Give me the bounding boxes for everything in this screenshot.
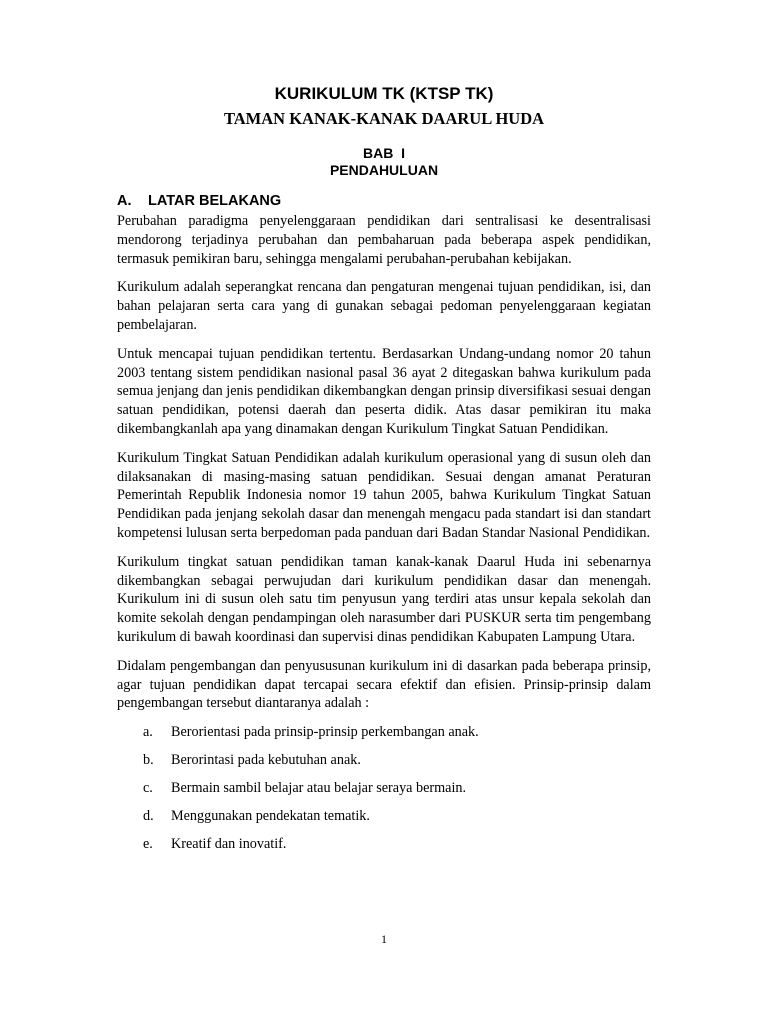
principles-list <box>117 723 651 863</box>
paragraph: Kurikulum tingkat satuan pendidikan taman kanak-kanak Daarul Huda ini sebenarnya dikembangkan sebagai perwujudan dari kurikulum pendidikan dasar dan menengah. Kurikulum ini di susun oleh satu tim penyusun yang terdiri atas unsur kepala sekolah dan komite sekolah dengan pendampingan oleh narasumber dari PUSKUR serta tim pengembang kurikulum di bawah koordinasi dan supervisi dinas pendidikan Kabupaten Lampung Utara. <box>117 553 651 645</box>
document-body <box>117 212 651 863</box>
list-marker: c. <box>143 780 153 797</box>
section-heading <box>117 192 651 210</box>
chapter-label: BAB I <box>363 145 405 161</box>
list-item <box>117 723 651 751</box>
page-number: 1 <box>381 932 387 946</box>
document-page <box>117 0 651 1024</box>
document-subtitle: TAMAN KANAK-KANAK DAARUL HUDA <box>223 109 545 128</box>
paragraph: Didalam pengembangan dan penyususunan kurikulum ini di dasarkan pada beberapa prinsip, agar tujuan pendidikan dapat tercapai secara efektif dan efisien. Prinsip-prinsip dalam pengembangan tersebut diantaranya adalah : <box>117 657 651 712</box>
list-marker: e. <box>143 836 153 853</box>
list-marker: a. <box>143 724 153 741</box>
paragraph: Kurikulum adalah seperangkat rencana dan pengaturan mengenai tujuan pendidikan, isi, dan bahan pelajaran serta cara yang di gunakan sebagai pedoman penyelenggaraan kegiatan pembelajaran. <box>117 279 651 333</box>
paragraph: Kurikulum Tingkat Satuan Pendidikan adalah kurikulum operasional yang di susun oleh dan dilaksanakan di masing-masing satuan pendidikan. Sesuai dengan amanat Peraturan Pemerintah Republik Indonesia nomor 19 tahun 2005, bahwa Kurikulum Tingkat Satuan Pendidikan pada jenjang sekolah dasar dan menengah mengacu pada standart isi dan standart kompetensi lulusan serta berpedoman pada panduan dari Badan Standar Nasional Pendidikan. <box>117 449 651 541</box>
paragraph: Untuk mencapai tujuan pendidikan tertentu. Berdasarkan Undang-undang nomor 20 tahun 2003 tentang sistem pendidikan nasional pasal 36 ayat 2 ditegaskan bahwa kurikulum pada semua jenjang dan jenis pendidikan dikembangkan dengan prinsip diversifikasi sesuai dengan satuan pendidikan, potensi daerah dan peserta didik. Atas dasar pemikiran itu maka dikembangkanlah apa yang dinamakan dengan Kurikulum Tingkat Satuan Pendidikan. <box>117 345 651 437</box>
section-letter: A. <box>117 193 132 209</box>
list-item-text: Menggunakan pendekatan tematik. <box>171 808 370 825</box>
chapter-title: PENDAHULUAN <box>329 162 439 178</box>
section-heading-text: LATAR BELAKANG <box>148 193 282 209</box>
list-marker: d. <box>143 808 154 825</box>
document-title: KURIKULUM TK (KTSP TK) <box>274 84 494 103</box>
list-item-text: Berorientasi pada prinsip-prinsip perkembangan anak. <box>171 724 479 741</box>
list-item-text: Berorintasi pada kebutuhan anak. <box>171 752 361 769</box>
list-item-text: Kreatif dan inovatif. <box>171 836 287 853</box>
list-item <box>117 807 651 835</box>
list-item-text: Bermain sambil belajar atau belajar seraya bermain. <box>171 780 467 797</box>
list-item <box>117 751 651 779</box>
list-item <box>117 779 651 807</box>
list-item <box>117 835 651 863</box>
paragraph: Perubahan paradigma penyelenggaraan pendidikan dari sentralisasi ke desentralisasi mendorong terjadinya perubahan dan pembaharuan pada beberapa aspek pendidikan, termasuk pemikiran baru, sehingga mengalami perubahan-perubahan kebijakan. <box>117 213 651 267</box>
list-marker: b. <box>143 752 154 769</box>
